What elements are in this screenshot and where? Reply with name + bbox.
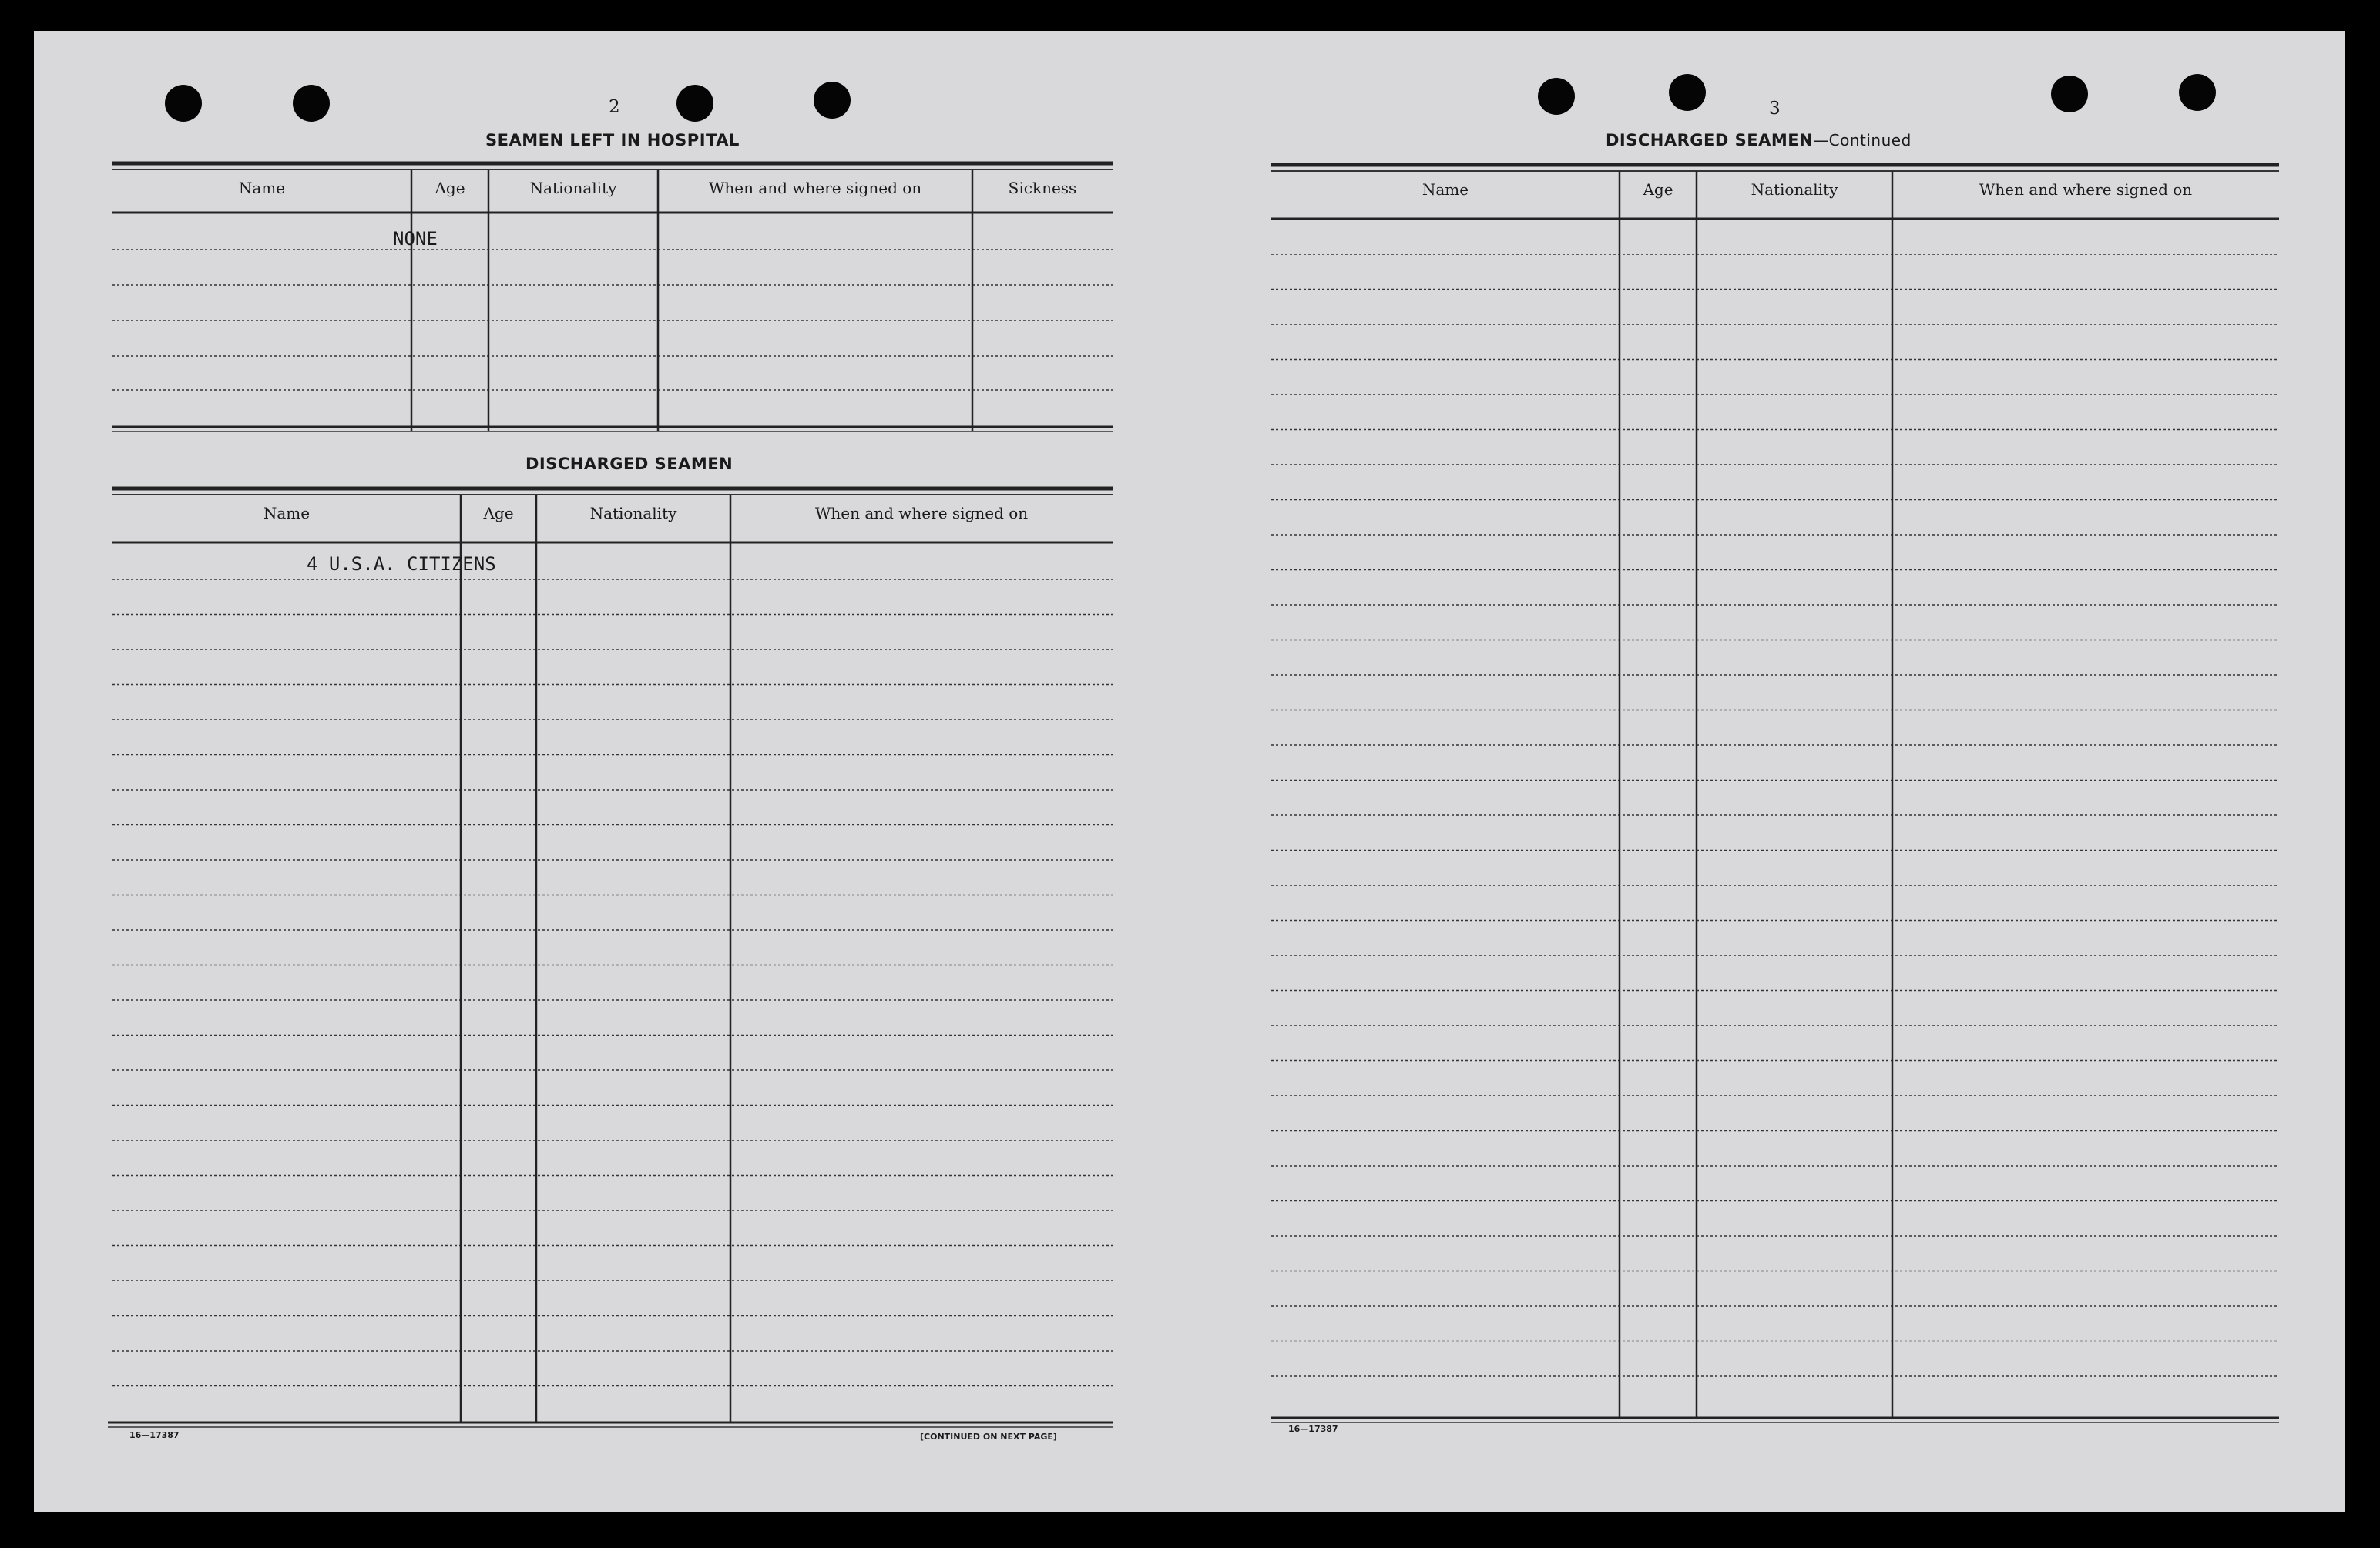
column-header-age: Age [483, 504, 514, 522]
column-header-sickness: Sickness [1008, 179, 1077, 197]
column-header-age: Age [435, 179, 465, 197]
column-header-nationality: Nationality [1751, 180, 1838, 199]
continued-note: [CONTINUED ON NEXT PAGE] [920, 1432, 1057, 1442]
column-header-signed-on: When and where signed on [1979, 180, 2193, 199]
column-header-nationality: Nationality [529, 179, 617, 197]
column-header-age: Age [1643, 180, 1673, 199]
document-sheet [34, 31, 2345, 1512]
page-number: 2 [609, 97, 620, 117]
column-header-name: Name [263, 504, 311, 522]
form-number: 16—17387 [1288, 1424, 1338, 1434]
page-number: 3 [1769, 99, 1781, 119]
column-header-name: Name [238, 179, 286, 197]
column-header-nationality: Nationality [589, 504, 677, 522]
section-title-suffix: —Continued [1813, 131, 1912, 149]
hospital-entry: NONE [393, 228, 438, 250]
column-header-signed-on: When and where signed on [708, 179, 922, 197]
hospital-section-title: SEAMEN LEFT IN HOSPITAL [485, 131, 740, 149]
column-header-signed-on: When and where signed on [814, 504, 1029, 522]
discharged-continued-grid [34, 31, 2345, 1512]
column-header-name: Name [1422, 180, 1469, 199]
discharged-section-title: DISCHARGED SEAMEN [525, 455, 733, 473]
form-number: 16—17387 [129, 1430, 180, 1440]
section-title: DISCHARGED SEAMEN [1606, 131, 1814, 149]
discharged-entry: 4 U.S.A. CITIZENS [307, 553, 496, 575]
